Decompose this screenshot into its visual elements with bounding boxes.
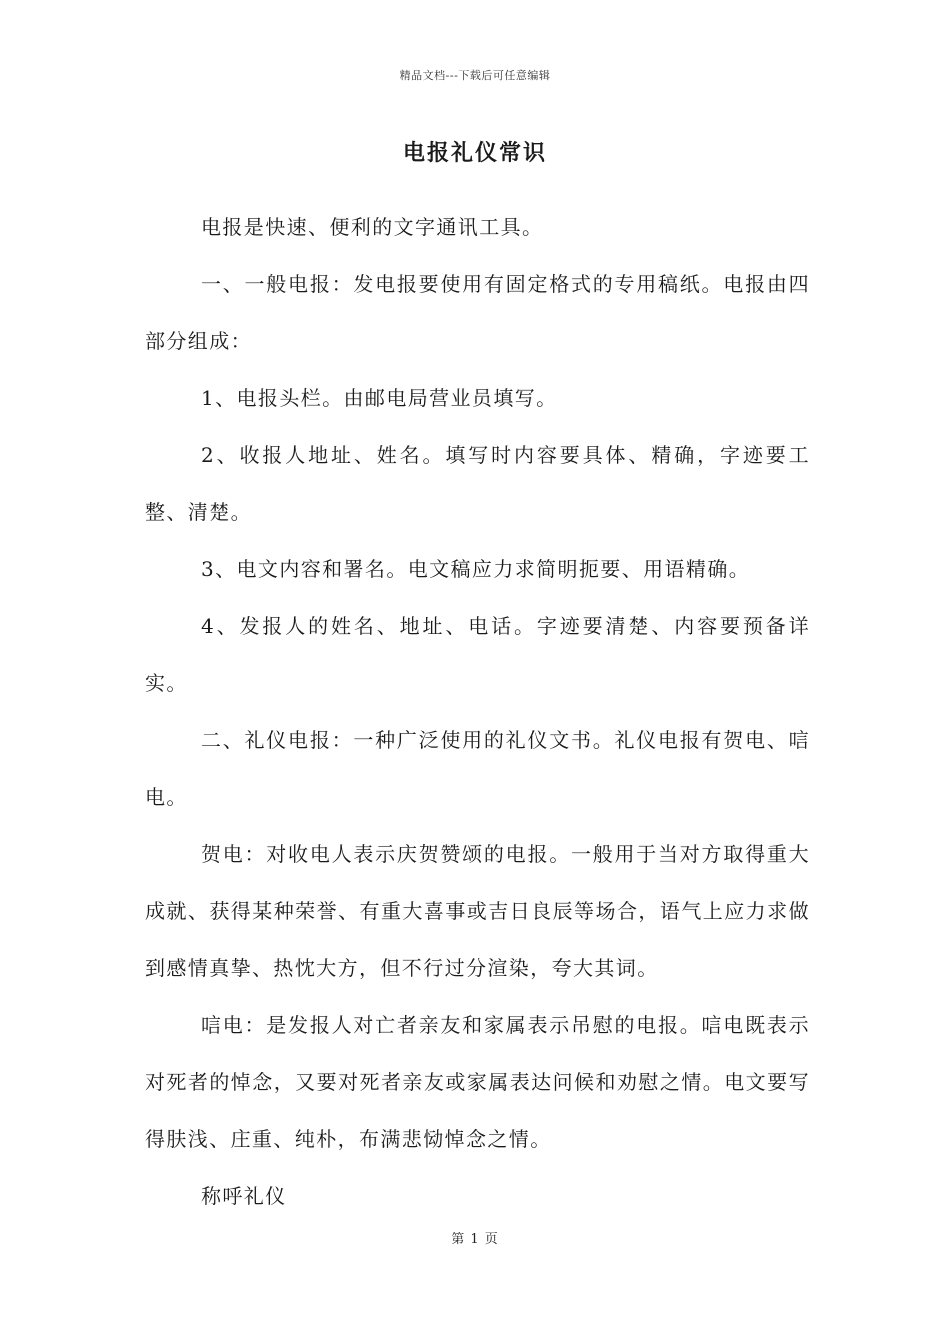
- paragraph-address-etiquette: 称呼礼仪: [201, 1184, 287, 1208]
- paragraph-item-2: 2、收报人地址、姓名。填写时内容要具体、精确，字迹要工整、清楚。: [145, 443, 810, 524]
- document-title: 电报礼仪常识: [402, 140, 547, 166]
- paragraph-intro: 电报是快速、便利的文字通讯工具。: [201, 215, 544, 239]
- page-number: 第 1 页: [451, 1232, 499, 1247]
- paragraph-etiquette-telegram: 二、礼仪电报：一种广泛使用的礼仪文书。礼仪电报有贺电、唁电。: [145, 728, 810, 809]
- paragraph-item-3: 3、电文内容和署名。电文稿应力求简明扼要、用语精确。: [201, 557, 751, 581]
- paragraph-condolence: 唁电：是发报人对亡者亲友和家属表示吊慰的电报。唁电既表示对死者的悼念，又要对死者亲友或家属表达问候和劝慰之情。电文要写得肤浅、庄重、纯朴，布满悲恸悼念之情。: [145, 1013, 810, 1151]
- paragraph-congratulation: 贺电：对收电人表示庆贺赞颂的电报。一般用于当对方取得重大成就、获得某种荣誉、有重大喜事或吉日良辰等场合，语气上应力求做到感情真挚、热忱大方，但不行过分渲染，夸大其词。: [145, 842, 810, 980]
- paragraph-general-telegram: 一、一般电报：发电报要使用有固定格式的专用稿纸。电报由四部分组成：: [145, 272, 810, 353]
- paragraph-item-4: 4、发报人的姓名、地址、电话。字迹要清楚、内容要预备详实。: [145, 614, 810, 695]
- document-body: [145, 199, 810, 1225]
- paragraph-item-1: 1、电报头栏。由邮电局营业员填写。: [201, 386, 558, 410]
- page-header: 精品文档---下载后可任意编辑: [399, 69, 551, 82]
